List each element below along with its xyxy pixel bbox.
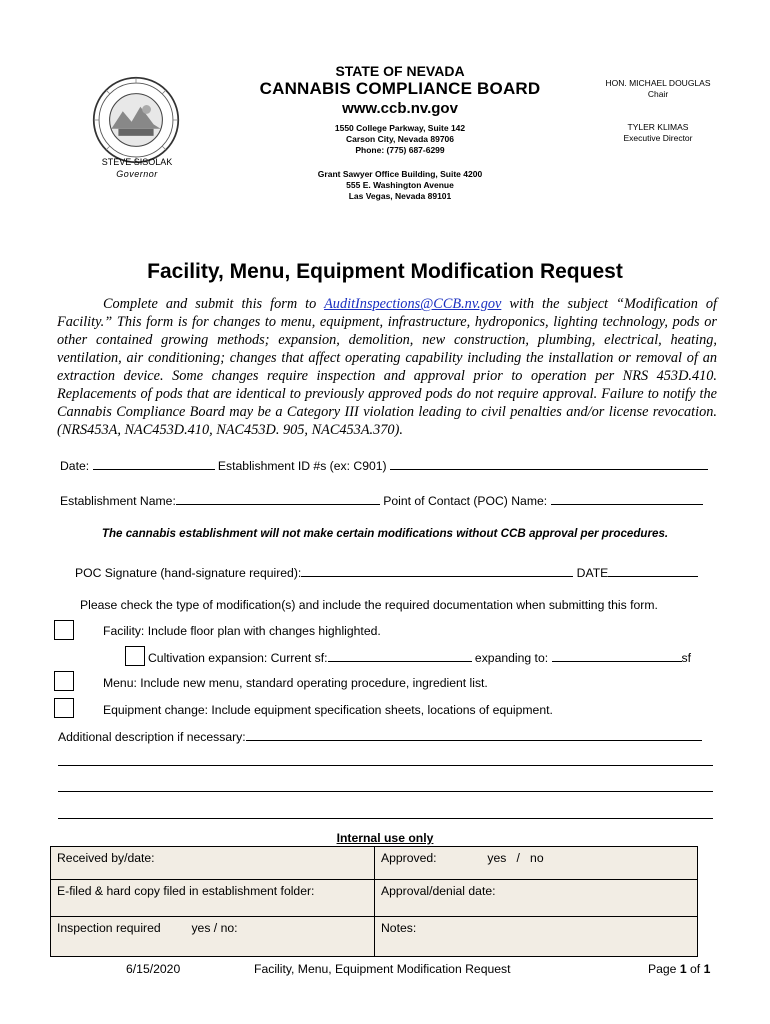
name-poc-row xyxy=(60,493,716,508)
poc-signature-label: POC Signature (hand-signature required): xyxy=(75,566,302,580)
board-header xyxy=(240,63,560,202)
state-name: STATE OF NEVADA xyxy=(335,63,465,79)
signature-date-label: DATE xyxy=(576,566,609,580)
carson-address-line: Carson City, Nevada 89706 xyxy=(345,134,455,144)
efiled-cell[interactable] xyxy=(51,880,375,917)
page-prefix: Page xyxy=(648,962,680,976)
table-row xyxy=(51,917,698,957)
approved-no[interactable]: no xyxy=(530,851,544,865)
additional-description-line[interactable] xyxy=(58,765,713,766)
chair-block xyxy=(578,78,738,100)
inspection-required-label: Inspection required xyxy=(57,921,161,935)
approved-cell[interactable] xyxy=(375,847,698,880)
notes-cell[interactable] xyxy=(375,917,698,957)
internal-use-table xyxy=(50,846,698,957)
current-sf-label: Cultivation expansion: Current sf: xyxy=(148,651,328,665)
date-field[interactable] xyxy=(93,458,215,470)
page-of: of xyxy=(686,962,704,976)
additional-description-row xyxy=(58,729,714,744)
chair-title: Chair xyxy=(647,89,669,99)
equipment-checkbox[interactable] xyxy=(54,698,74,718)
menu-option-label: Menu: Include new menu, standard operating procedure, ingredient list. xyxy=(103,676,488,690)
signature-date-field[interactable] xyxy=(608,565,698,577)
approval-date-label: Approval/denial date: xyxy=(381,884,496,898)
vegas-address-line: Las Vegas, Nevada 89101 xyxy=(348,191,452,201)
poc-name-field[interactable] xyxy=(551,493,703,505)
table-row xyxy=(51,847,698,880)
establishment-id-field[interactable] xyxy=(390,458,708,470)
sf-unit: sf xyxy=(681,651,691,665)
chair-name: HON. MICHAEL DOUGLAS xyxy=(605,78,711,88)
governor-title: Governor xyxy=(116,169,158,179)
check-instruction: Please check the type of modification(s) and include the required documentation when submitting this form. xyxy=(80,598,658,612)
footer-form-name: Facility, Menu, Equipment Modification Request xyxy=(254,962,511,976)
facility-option-label: Facility: Include floor plan with changes highlighted. xyxy=(103,624,381,638)
board-name: CANNABIS COMPLIANCE BOARD xyxy=(259,79,541,98)
approval-date-cell[interactable] xyxy=(375,880,698,917)
poc-name-label: Point of Contact (POC) Name: xyxy=(383,494,548,508)
received-by-label: Received by/date: xyxy=(57,851,155,865)
intro-text: with the subject “Modification of Facility.” This form is for changes to menu, equipment, infrastructure, hydroponics, lighting technology, pods or other contained growing methods; expansion, demolition, new construction, plumbing, electrical, heating, ventilation, air conditioning; changes that affect operating capability including the installation or removal of an extraction device. Some changes require inspection and approval prior to operation per NRS 453D.410. Replacements of pods that are identical to previously approved pods do not require approval. Failure to notify the Cannabis Compliance Board may be a Category III violation leading to civil penalties and/or license revocation. (NRS453A, NAC453D.410, NAC453D. 905, NAC453A.370). xyxy=(57,296,717,438)
instructions-paragraph xyxy=(57,295,717,439)
footer-page-number xyxy=(648,962,710,976)
cultivation-expansion-checkbox[interactable] xyxy=(125,646,145,666)
footer-date: 6/15/2020 xyxy=(126,962,181,976)
additional-description-line[interactable] xyxy=(58,791,713,792)
form-title: Facility, Menu, Equipment Modification Request xyxy=(147,260,623,283)
vegas-address-line: Grant Sawyer Office Building, Suite 4200 xyxy=(317,169,483,179)
cultivation-row xyxy=(148,650,713,665)
yes-no-separator: / xyxy=(516,851,520,865)
establishment-id-label: Establishment ID #s (ex: C901) xyxy=(217,459,387,473)
approved-yes[interactable]: yes xyxy=(487,851,507,865)
director-block xyxy=(578,122,738,144)
establishment-name-label: Establishment Name: xyxy=(60,494,176,508)
page-current: 1 xyxy=(679,962,687,976)
governor-name: STEVE SISOLAK xyxy=(101,157,173,167)
intro-text: Complete and submit this form to xyxy=(103,296,325,312)
additional-description-label: Additional description if necessary: xyxy=(58,730,246,744)
additional-description-line[interactable] xyxy=(58,818,713,819)
table-row xyxy=(51,880,698,917)
received-by-cell[interactable] xyxy=(51,847,375,880)
current-sf-field[interactable] xyxy=(328,650,472,662)
menu-checkbox[interactable] xyxy=(54,671,74,691)
date-establishment-row xyxy=(60,458,716,473)
poc-signature-field[interactable] xyxy=(301,565,573,577)
date-label: Date: xyxy=(60,459,90,473)
inspection-cell[interactable] xyxy=(51,917,375,957)
carson-address-line: 1550 College Parkway, Suite 142 xyxy=(334,123,466,133)
notes-label: Notes: xyxy=(381,921,417,935)
signature-row xyxy=(75,565,715,580)
expanding-sf-field[interactable] xyxy=(552,650,682,662)
page-total: 1 xyxy=(703,962,711,976)
establishment-name-field[interactable] xyxy=(176,493,380,505)
director-title: Executive Director xyxy=(623,133,693,143)
approved-label: Approved: xyxy=(381,851,437,865)
carson-phone: Phone: (775) 687-6299 xyxy=(355,145,445,155)
vegas-address-line: 555 E. Washington Avenue xyxy=(346,180,454,190)
expanding-to-label: expanding to: xyxy=(474,651,549,665)
facility-checkbox[interactable] xyxy=(54,620,74,640)
nevada-state-seal xyxy=(92,76,180,164)
submission-email-link[interactable]: AuditInspections@CCB.nv.gov xyxy=(324,296,502,312)
approval-warning: The cannabis establishment will not make certain modifications without CCB approval per procedures. xyxy=(101,527,669,540)
board-website: www.ccb.nv.gov xyxy=(342,100,458,117)
equipment-option-label: Equipment change: Include equipment specification sheets, locations of equipment. xyxy=(103,703,553,717)
additional-description-field[interactable] xyxy=(246,729,702,741)
director-name: TYLER KLIMAS xyxy=(627,122,689,132)
internal-use-title: Internal use only xyxy=(336,831,434,845)
efiled-label: E-filed & hard copy filed in establishment folder: xyxy=(57,884,315,898)
inspection-yes-no[interactable]: yes / no: xyxy=(191,921,238,935)
